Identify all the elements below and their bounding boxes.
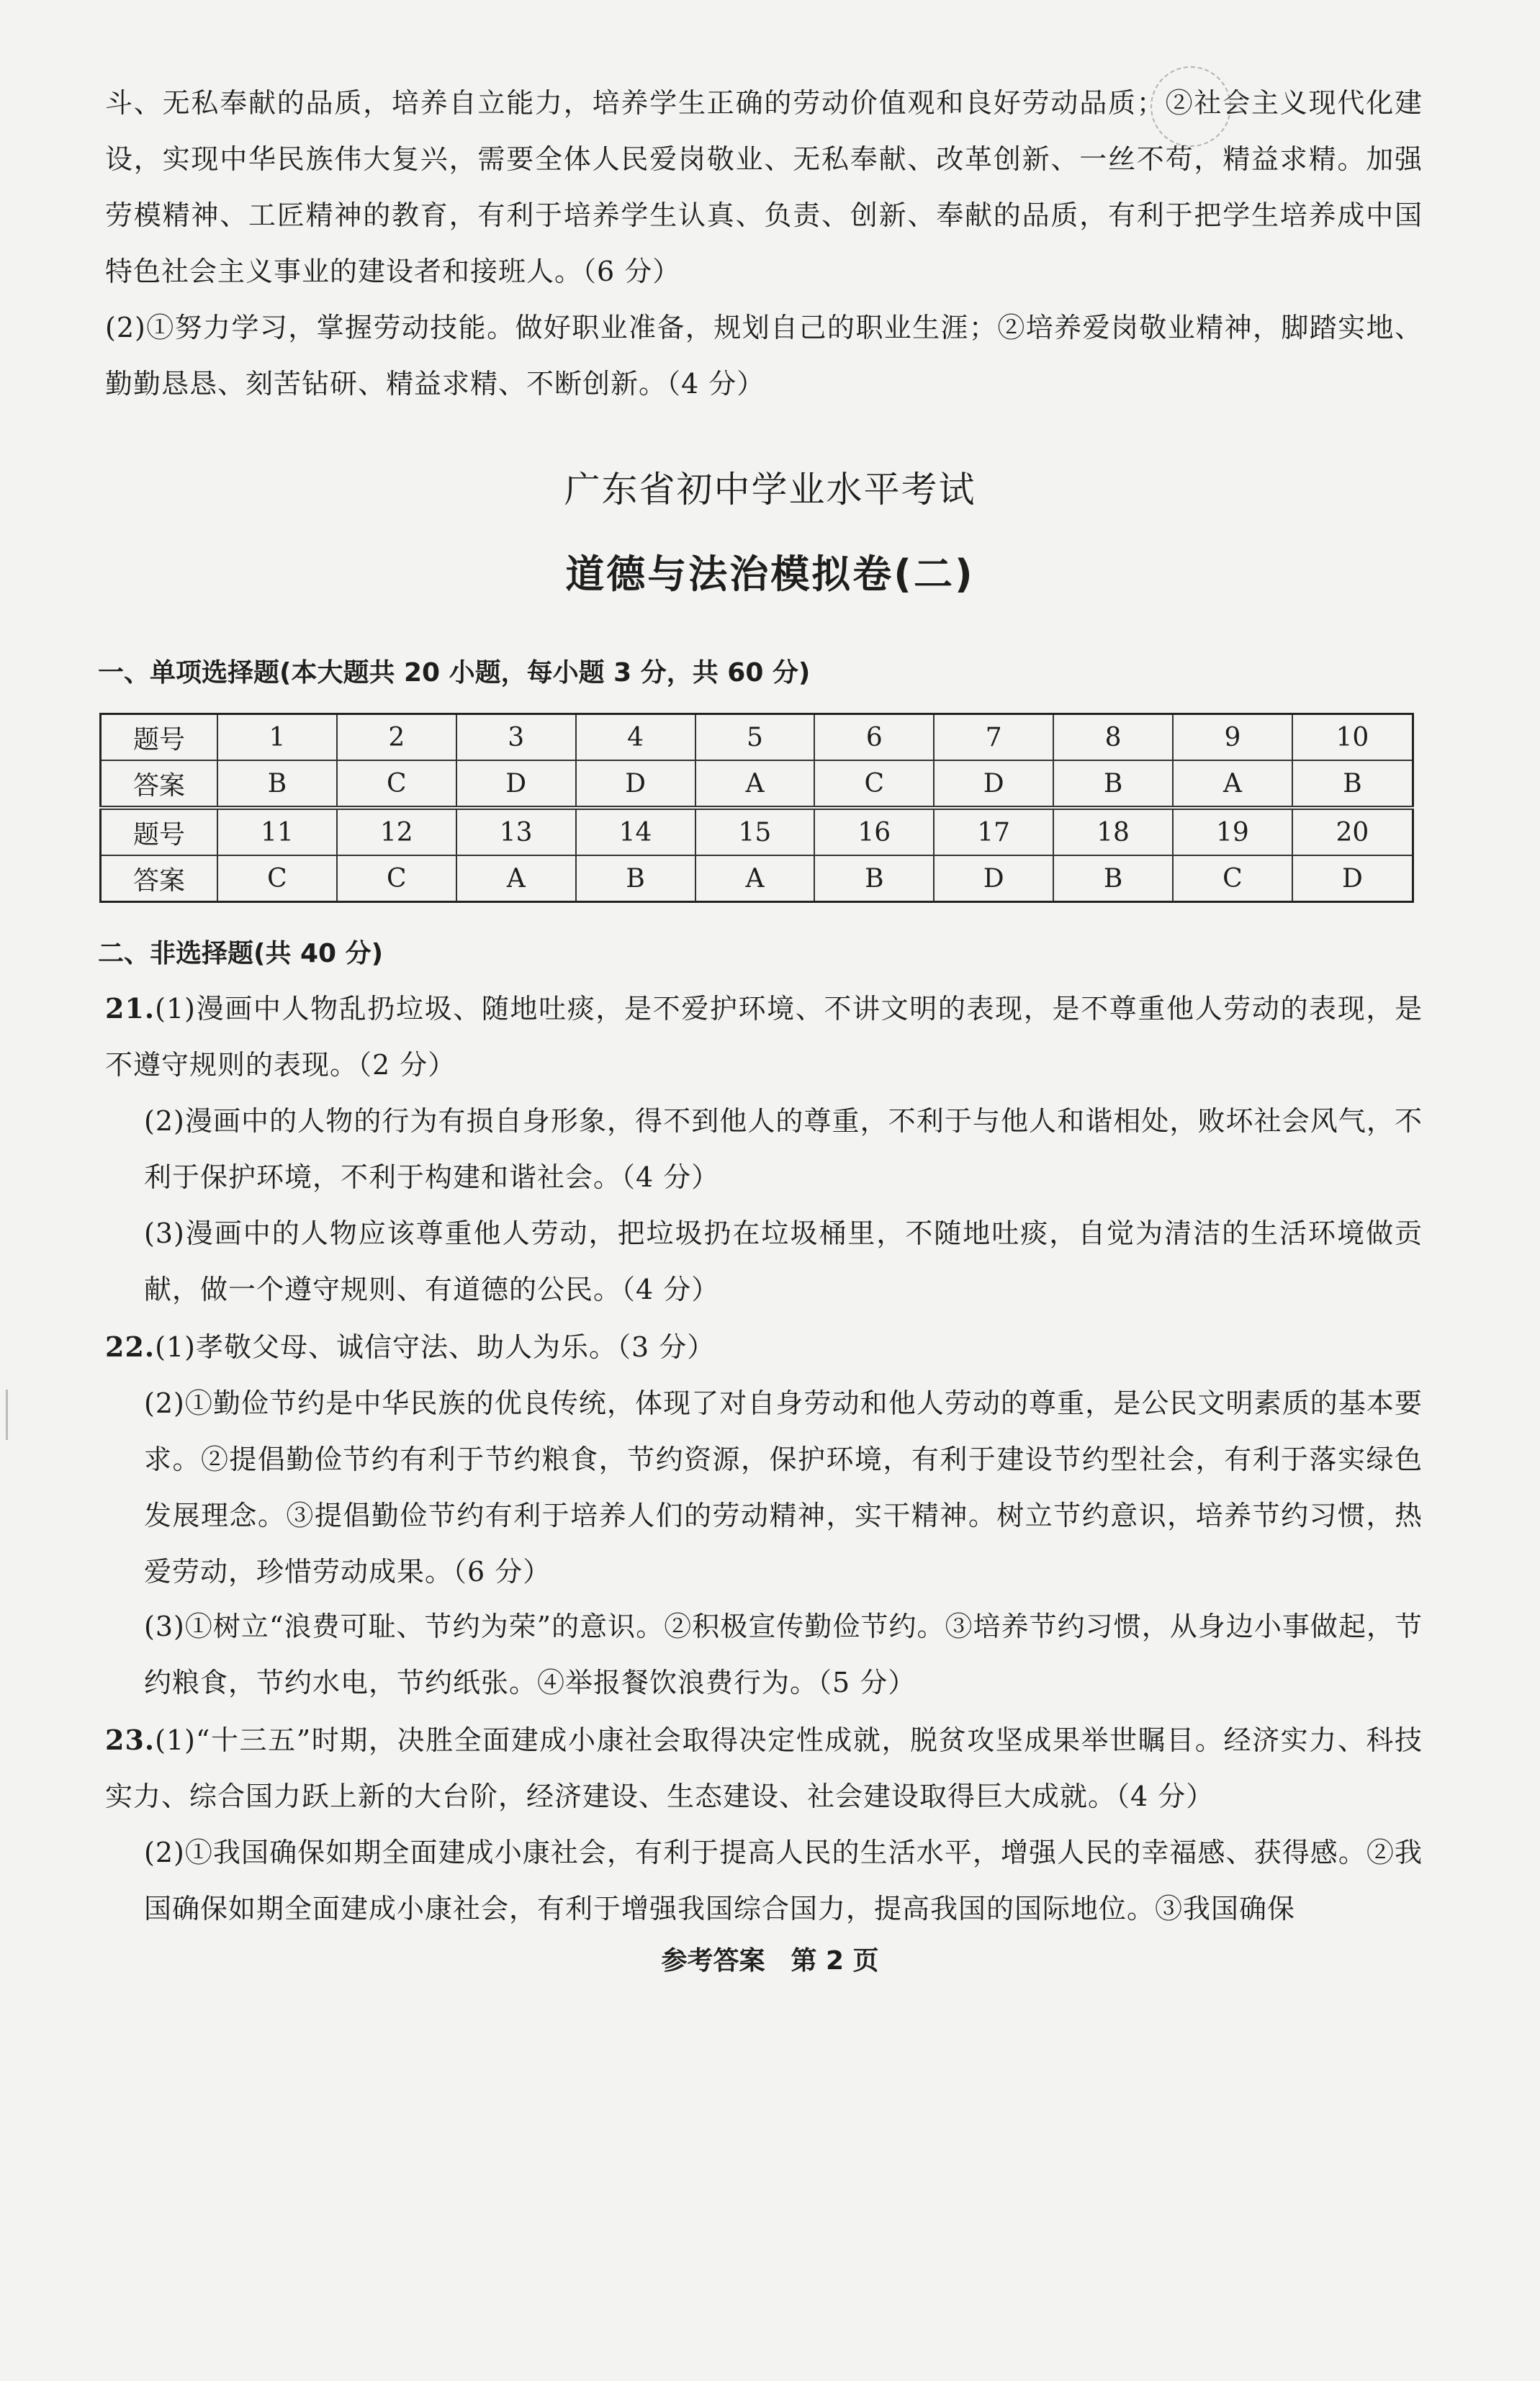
question-number: 15: [695, 808, 815, 855]
question-number: 4: [576, 714, 695, 761]
table-row: [101, 760, 1413, 808]
exam-title: 广东省初中学业水平考试: [564, 469, 976, 510]
question-number: 17: [934, 808, 1053, 855]
question-number: 14: [576, 808, 695, 855]
answer-cell: D: [456, 760, 576, 808]
q22-part2: (2)①勤俭节约是中华民族的优良传统，体现了对自身劳动和他人劳动的尊重，是公民文明素质的基本要求。②提倡勤俭节约有利于节约粮食，节约资源，保护环境，有利于建设节约型社会，有利于落实绿色发展理念。③提倡勤俭节约有利于培养人们的劳动精神，实干精神。树立节约意识，培养节约习惯，热爱劳动，珍惜劳动成果。（6 分）: [144, 1387, 1423, 1588]
section-two-heading: 二、非选择题(共 40 分): [98, 939, 384, 968]
question-number: 10: [1292, 714, 1413, 761]
question-number: 19: [1173, 808, 1292, 855]
question-number: 20: [1292, 808, 1413, 855]
q21-part1: [105, 981, 1423, 1093]
question-number: 5: [695, 714, 815, 761]
answer-cell: B: [576, 855, 695, 902]
question-number: 9: [1173, 714, 1292, 761]
question-number-22: 22.: [105, 1331, 156, 1363]
answer-cell: C: [1173, 855, 1292, 902]
question-number: 8: [1053, 714, 1173, 761]
question-number: 18: [1053, 808, 1173, 855]
answer-label: 答案: [101, 760, 218, 808]
answer-cell: D: [934, 760, 1053, 808]
answer-cell: D: [1292, 855, 1413, 902]
question-number: 12: [337, 808, 456, 855]
answer-cell: A: [1173, 760, 1292, 808]
q23-part2: (2)①我国确保如期全面建成小康社会，有利于提高人民的生活水平，增强人民的幸福感、获得感。②我国确保如期全面建成小康社会，有利于增强我国综合国力，提高我国的国际地位。③我国确保: [144, 1837, 1423, 1925]
question-label: 题号: [101, 714, 218, 761]
question-number: 11: [217, 808, 337, 855]
q21-part3: (3)漫画中的人物应该尊重他人劳动，把垃圾扔在垃圾桶里，不随地吐痰，自觉为清洁的生活环境做贡献，做一个遵守规则、有道德的公民。（4 分）: [144, 1217, 1423, 1305]
section-one-heading: 一、单项选择题(本大题共 20 小题，每小题 3 分，共 60 分): [98, 658, 811, 688]
answer-cell: B: [1053, 855, 1173, 902]
continued-paragraph: 斗、无私奉献的品质，培养自立能力，培养学生正确的劳动价值观和良好劳动品质；②社会主义现代化建设，实现中华民族伟大复兴，需要全体人民爱岗敬业、无私奉献、改革创新、一丝不苟，精益求精。加强劳模精神、工匠精神的教育，有利于培养学生认真、负责、创新、奉献的品质，有利于把学生培养成中国特色社会主义事业的建设者和接班人。（6 分）: [105, 87, 1423, 287]
question-number: 13: [456, 808, 576, 855]
answer-cell: B: [814, 855, 934, 902]
q23-part1: [105, 1712, 1423, 1824]
table-row: [101, 714, 1413, 761]
question-number: 3: [456, 714, 576, 761]
answer-table: [99, 713, 1414, 903]
q23-part1-text: (1)“十三五”时期，决胜全面建成小康社会取得决定性成就，脱贫攻坚成果举世瞩目。经济实力、科技实力、综合国力跃上新的大台阶，经济建设、生态建设、社会建设取得巨大成就。（4 分）: [105, 1724, 1423, 1812]
answer-cell: A: [695, 760, 815, 808]
question-number-23: 23.: [105, 1724, 156, 1756]
question-number-21: 21.: [105, 992, 156, 1025]
answer-cell: A: [695, 855, 815, 902]
question-number: 6: [814, 714, 934, 761]
answer-label: 答案: [101, 855, 218, 902]
q22-part1: [105, 1319, 1423, 1375]
q22-part1-text: (1)孝敬父母、诚信守法、助人为乐。（3 分）: [155, 1331, 716, 1363]
paper-title: 道德与法治模拟卷(二): [565, 552, 975, 597]
answer-cell: C: [217, 855, 337, 902]
table-row: [101, 808, 1413, 855]
answer-cell: C: [337, 855, 456, 902]
q21-part1-text: (1)漫画中人物乱扔垃圾、随地吐痰，是不爱护环境、不讲文明的表现，是不尊重他人劳动的表现，是不遵守规则的表现。（2 分）: [105, 993, 1423, 1081]
answer-cell: B: [217, 760, 337, 808]
q22-part3: (3)①树立“浪费可耻、节约为荣”的意识。②积极宣传勤俭节约。③培养节约习惯，从身边小事做起，节约粮食，节约水电，节约纸张。④举报餐饮浪费行为。（5 分）: [144, 1611, 1423, 1698]
table-row: [101, 855, 1413, 902]
question-number: 1: [217, 714, 337, 761]
answer-cell: B: [1292, 760, 1413, 808]
scan-mark: [6, 1390, 8, 1440]
answer-cell: B: [1053, 760, 1173, 808]
page-footer: 参考答案 第 2 页: [661, 1946, 879, 1976]
q21-part2: (2)漫画中的人物的行为有损自身形象，得不到他人的尊重，不利于与他人和谐相处，败坏社会风气，不利于保护环境，不利于构建和谐社会。（4 分）: [144, 1105, 1423, 1193]
answer-cell: C: [337, 760, 456, 808]
question-number: 2: [337, 714, 456, 761]
answer-cell: D: [934, 855, 1053, 902]
answer-cell: A: [456, 855, 576, 902]
continued-paragraph-2: (2)①努力学习，掌握劳动技能。做好职业准备，规划自己的职业生涯；②培养爱岗敬业精神，脚踏实地、勤勤恳恳、刻苦钻研、精益求精、不断创新。（4 分）: [105, 312, 1423, 400]
answer-cell: C: [814, 760, 934, 808]
question-number: 16: [814, 808, 934, 855]
answer-cell: D: [576, 760, 695, 808]
question-label: 题号: [101, 808, 218, 855]
question-number: 7: [934, 714, 1053, 761]
